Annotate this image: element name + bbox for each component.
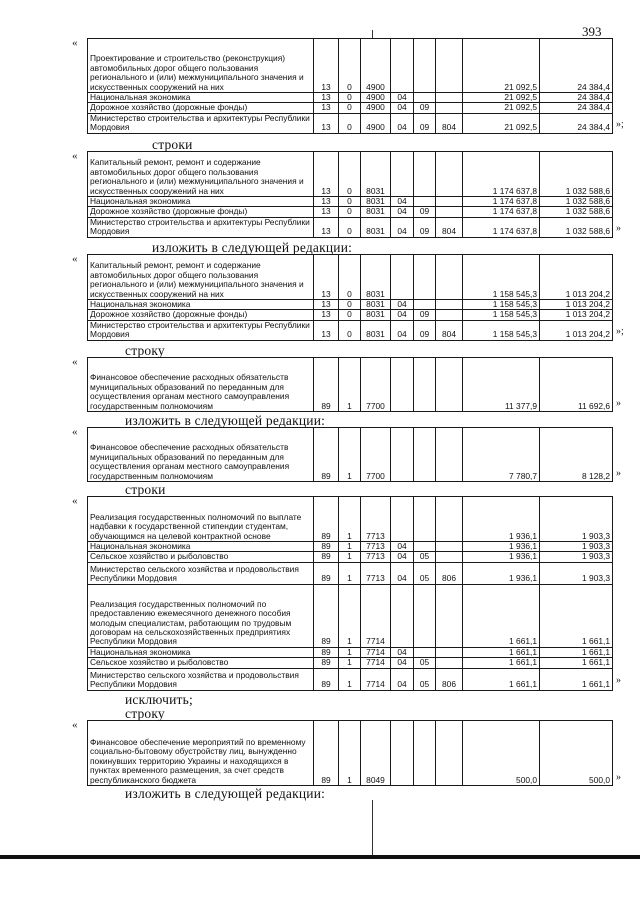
table-row [88, 113, 613, 133]
row-value-cell: 7714 [361, 668, 391, 690]
row-value-cell: 8031 [361, 320, 391, 340]
close-quote-mark: » [616, 468, 621, 479]
row-value-cell: 7 780,7 [463, 428, 540, 482]
row-value-cell: 11 377,9 [463, 358, 540, 412]
row-value-cell: 13 [314, 255, 339, 300]
fold-mark [372, 800, 373, 855]
row-value-cell: 806 [436, 668, 463, 690]
table-row [88, 552, 613, 562]
row-name-cell: Дорожное хозяйство (дорожные фонды) [88, 103, 314, 113]
row-value-cell: 89 [314, 658, 339, 668]
row-value-cell: 04 [391, 300, 414, 310]
row-value-cell: 24 384,4 [540, 113, 613, 133]
row-value-cell [436, 658, 463, 668]
row-value-cell: 8031 [361, 255, 391, 300]
row-name-cell: Финансовое обеспечение расходных обязательств муниципальных образований по переданным для осуществления органам местного самоуправления государственным полномочиям [88, 358, 314, 412]
row-value-cell: 1 174 637,8 [463, 207, 540, 217]
row-value-cell [414, 152, 436, 197]
row-value-cell: 1 158 545,3 [463, 310, 540, 320]
row-value-cell: 21 092,5 [463, 93, 540, 103]
row-value-cell: 1 936,1 [463, 497, 540, 542]
row-value-cell [436, 39, 463, 93]
open-quote-mark: « [72, 495, 78, 507]
row-value-cell [391, 358, 414, 412]
row-value-cell [436, 207, 463, 217]
row-value-cell: 05 [414, 552, 436, 562]
row-value-cell [391, 428, 414, 482]
row-value-cell: 8049 [361, 721, 391, 786]
row-value-cell: 0 [339, 103, 361, 113]
row-value-cell: 1 013 204,2 [540, 320, 613, 340]
row-value-cell: 1 [339, 497, 361, 542]
row-value-cell: 1 936,1 [463, 562, 540, 584]
row-value-cell: 1 936,1 [463, 552, 540, 562]
amendment-phrase: изложить в следующей редакции: [152, 240, 353, 255]
budget-table [87, 720, 613, 786]
row-name-cell: Национальная экономика [88, 300, 314, 310]
row-value-cell: 04 [391, 207, 414, 217]
row-value-cell: 1 [339, 358, 361, 412]
row-value-cell: 8031 [361, 197, 391, 207]
close-quote-mark: » [616, 772, 621, 783]
row-value-cell: 1 [339, 721, 361, 786]
row-value-cell: 13 [314, 217, 339, 237]
table-row [88, 197, 613, 207]
row-value-cell: 500,0 [463, 721, 540, 786]
open-quote-mark: « [72, 37, 78, 49]
row-name-cell: Министерство строительства и архитектуры Республики Мордовия [88, 113, 314, 133]
row-name-cell: Национальная экономика [88, 197, 314, 207]
row-value-cell: 11 692,6 [540, 358, 613, 412]
row-value-cell [414, 428, 436, 482]
row-name-cell: Дорожное хозяйство (дорожные фонды) [88, 207, 314, 217]
row-value-cell: 0 [339, 255, 361, 300]
row-value-cell: 0 [339, 113, 361, 133]
row-value-cell [436, 428, 463, 482]
row-value-cell: 8 128,2 [540, 428, 613, 482]
row-value-cell [414, 358, 436, 412]
row-value-cell: 1 032 588,6 [540, 152, 613, 197]
row-value-cell: 89 [314, 647, 339, 657]
row-value-cell: 04 [391, 658, 414, 668]
page-number: 393 [582, 24, 602, 39]
row-value-cell [436, 300, 463, 310]
row-value-cell: 1 [339, 542, 361, 552]
row-name-cell: Проектирование и строительство (реконструкция) автомобильных дорог общего пользования регионального и (или) межмуниципального значения и искусственных сооружений на них [88, 39, 314, 93]
row-name-cell: Национальная экономика [88, 93, 314, 103]
row-value-cell: 1 013 204,2 [540, 310, 613, 320]
table-row [88, 207, 613, 217]
row-value-cell [436, 197, 463, 207]
row-value-cell: 1 013 204,2 [540, 300, 613, 310]
row-value-cell: 1 158 545,3 [463, 320, 540, 340]
fold-mark [372, 30, 373, 38]
row-value-cell: 04 [391, 93, 414, 103]
row-value-cell: 804 [436, 320, 463, 340]
row-value-cell [436, 358, 463, 412]
budget-table [87, 151, 613, 238]
row-value-cell: 1 903,3 [540, 542, 613, 552]
row-value-cell [414, 39, 436, 93]
row-value-cell [414, 721, 436, 786]
row-value-cell: 89 [314, 562, 339, 584]
row-value-cell: 1 174 637,8 [463, 197, 540, 207]
row-name-cell: Национальная экономика [88, 647, 314, 657]
budget-table [87, 357, 613, 412]
row-name-cell: Реализация государственных полномочий по предоставлению ежемесячного денежного пособия молодым специалистам, работающим по трудовым договорам на сельскохозяйственных предприятиях Республики Мордовия [88, 584, 314, 647]
row-name-cell: Финансовое обеспечение расходных обязательств муниципальных образований по переданным для осуществления органам местного самоуправления государственным полномочиям [88, 428, 314, 482]
row-value-cell: 04 [391, 197, 414, 207]
row-value-cell: 13 [314, 310, 339, 320]
row-value-cell: 804 [436, 217, 463, 237]
row-value-cell: 09 [414, 113, 436, 133]
row-name-cell: Капитальный ремонт, ремонт и содержание автомобильных дорог общего пользования регионального и (или) межмуниципального значения и искусственных сооружений на них [88, 152, 314, 197]
row-value-cell: 1 661,1 [540, 647, 613, 657]
row-value-cell: 8031 [361, 152, 391, 197]
table-row [88, 647, 613, 657]
row-value-cell: 89 [314, 542, 339, 552]
row-value-cell: 89 [314, 668, 339, 690]
row-value-cell: 1 661,1 [463, 668, 540, 690]
row-value-cell [391, 255, 414, 300]
budget-table [87, 496, 613, 691]
row-value-cell: 21 092,5 [463, 103, 540, 113]
row-value-cell: 8031 [361, 207, 391, 217]
row-value-cell [436, 721, 463, 786]
row-value-cell: 1 [339, 584, 361, 647]
row-value-cell: 804 [436, 113, 463, 133]
row-value-cell [436, 584, 463, 647]
row-value-cell: 13 [314, 197, 339, 207]
row-value-cell: 0 [339, 300, 361, 310]
row-name-cell: Национальная экономика [88, 542, 314, 552]
row-value-cell: 1 032 588,6 [540, 217, 613, 237]
row-name-cell: Финансовое обеспечение мероприятий по временному социально-бытовому обустройству лиц, вынужденно покинувших территорию Украины и находящихся в пунктах временного размещения, за счет средств республиканского бюджета [88, 721, 314, 786]
open-quote-mark: « [72, 426, 78, 438]
row-value-cell: 89 [314, 721, 339, 786]
row-name-cell: Сельское хозяйство и рыболовство [88, 658, 314, 668]
row-value-cell: 13 [314, 113, 339, 133]
amendment-phrase: изложить в следующей редакции: [125, 413, 326, 428]
row-name-cell: Капитальный ремонт, ремонт и содержание автомобильных дорог общего пользования регионального и (или) межмуниципального значения и искусственных сооружений на них [88, 255, 314, 300]
row-value-cell: 04 [391, 542, 414, 552]
table-row [88, 255, 613, 300]
row-value-cell: 89 [314, 497, 339, 542]
row-name-cell: Дорожное хозяйство (дорожные фонды) [88, 310, 314, 320]
row-value-cell [436, 103, 463, 113]
row-value-cell: 05 [414, 668, 436, 690]
row-value-cell: 89 [314, 428, 339, 482]
table-row [88, 542, 613, 552]
row-value-cell: 04 [391, 647, 414, 657]
row-value-cell [414, 197, 436, 207]
page-bottom-rule [0, 855, 640, 859]
row-value-cell: 1 936,1 [463, 542, 540, 552]
row-value-cell: 1 661,1 [463, 647, 540, 657]
table-row [88, 668, 613, 690]
row-value-cell [436, 152, 463, 197]
row-value-cell [414, 300, 436, 310]
row-value-cell: 04 [391, 320, 414, 340]
row-value-cell: 0 [339, 152, 361, 197]
close-quote-mark: » [616, 223, 621, 234]
open-quote-mark: « [72, 150, 78, 162]
row-value-cell: 1 174 637,8 [463, 152, 540, 197]
close-quote-mark: »; [616, 326, 624, 337]
row-value-cell: 1 032 588,6 [540, 197, 613, 207]
row-name-cell: Министерство сельского хозяйства и продовольствия Республики Мордовия [88, 562, 314, 584]
close-quote-mark: »; [616, 119, 624, 130]
table-row [88, 39, 613, 93]
row-value-cell: 7700 [361, 358, 391, 412]
row-value-cell: 04 [391, 113, 414, 133]
row-value-cell: 1 [339, 647, 361, 657]
row-value-cell: 89 [314, 584, 339, 647]
close-quote-mark: » [616, 398, 621, 409]
row-value-cell: 0 [339, 197, 361, 207]
row-name-cell: Реализация государственных полномочий по выплате надбавки к государственной стипендии студентам, обучающимся на целевой контрактной основе [88, 497, 314, 542]
row-value-cell: 7713 [361, 542, 391, 552]
table-row [88, 300, 613, 310]
row-value-cell: 1 158 545,3 [463, 300, 540, 310]
table-row [88, 497, 613, 542]
row-value-cell [436, 542, 463, 552]
row-value-cell: 13 [314, 93, 339, 103]
row-value-cell: 21 092,5 [463, 39, 540, 93]
row-value-cell: 806 [436, 562, 463, 584]
row-value-cell: 0 [339, 320, 361, 340]
row-value-cell: 1 661,1 [463, 658, 540, 668]
amendment-phrase: изложить в следующей редакции: [125, 786, 326, 801]
row-value-cell [436, 255, 463, 300]
row-value-cell [436, 647, 463, 657]
table-row [88, 562, 613, 584]
row-value-cell: 4900 [361, 93, 391, 103]
close-quote-mark: » [616, 675, 621, 686]
row-value-cell [414, 584, 436, 647]
budget-table [87, 38, 613, 134]
row-value-cell: 1 903,3 [540, 497, 613, 542]
row-value-cell [391, 584, 414, 647]
row-value-cell: 24 384,4 [540, 93, 613, 103]
table-row [88, 103, 613, 113]
row-value-cell: 05 [414, 562, 436, 584]
table-row [88, 658, 613, 668]
row-value-cell [414, 647, 436, 657]
row-value-cell: 1 032 588,6 [540, 207, 613, 217]
amendment-phrase: строки [125, 482, 166, 497]
open-quote-mark: « [72, 253, 78, 265]
row-value-cell: 7713 [361, 497, 391, 542]
row-value-cell [391, 39, 414, 93]
row-value-cell: 1 903,3 [540, 552, 613, 562]
row-value-cell: 7714 [361, 658, 391, 668]
row-value-cell [391, 721, 414, 786]
row-name-cell: Министерство сельского хозяйства и продовольствия Республики Мордовия [88, 668, 314, 690]
row-value-cell: 13 [314, 320, 339, 340]
table-row [88, 217, 613, 237]
row-value-cell: 09 [414, 207, 436, 217]
row-value-cell: 24 384,4 [540, 103, 613, 113]
row-value-cell: 8031 [361, 217, 391, 237]
row-value-cell: 1 661,1 [463, 584, 540, 647]
row-value-cell: 04 [391, 103, 414, 113]
row-value-cell [414, 255, 436, 300]
budget-table [87, 254, 613, 341]
row-value-cell: 24 384,4 [540, 39, 613, 93]
row-value-cell: 13 [314, 103, 339, 113]
row-value-cell: 0 [339, 207, 361, 217]
row-value-cell: 13 [314, 300, 339, 310]
row-value-cell: 21 092,5 [463, 113, 540, 133]
open-quote-mark: « [72, 719, 78, 731]
amendment-phrase: строку [125, 706, 165, 721]
table-row [88, 152, 613, 197]
row-value-cell: 89 [314, 552, 339, 562]
row-value-cell: 13 [314, 39, 339, 93]
row-value-cell: 09 [414, 310, 436, 320]
row-value-cell: 1 661,1 [540, 668, 613, 690]
row-value-cell: 4900 [361, 113, 391, 133]
row-value-cell [391, 152, 414, 197]
row-value-cell: 13 [314, 152, 339, 197]
row-value-cell [436, 552, 463, 562]
amendment-phrase: исключить; [125, 692, 193, 707]
row-value-cell: 09 [414, 103, 436, 113]
row-value-cell [414, 93, 436, 103]
row-value-cell: 7700 [361, 428, 391, 482]
row-value-cell: 500,0 [540, 721, 613, 786]
budget-table [87, 427, 613, 482]
table-row [88, 358, 613, 412]
row-value-cell: 04 [391, 668, 414, 690]
row-value-cell: 1 174 637,8 [463, 217, 540, 237]
row-value-cell: 1 [339, 658, 361, 668]
row-name-cell: Министерство строительства и архитектуры Республики Мордовия [88, 217, 314, 237]
row-value-cell [391, 497, 414, 542]
table-row [88, 428, 613, 482]
row-value-cell [436, 497, 463, 542]
row-value-cell: 04 [391, 217, 414, 237]
row-value-cell [436, 93, 463, 103]
row-value-cell: 7713 [361, 562, 391, 584]
amendment-phrase: строки [152, 137, 193, 152]
table-row [88, 320, 613, 340]
row-value-cell: 04 [391, 310, 414, 320]
row-value-cell: 1 013 204,2 [540, 255, 613, 300]
row-value-cell: 1 661,1 [540, 658, 613, 668]
row-value-cell: 7713 [361, 552, 391, 562]
row-value-cell: 8031 [361, 300, 391, 310]
table-row [88, 310, 613, 320]
row-value-cell: 1 158 545,3 [463, 255, 540, 300]
row-value-cell [414, 497, 436, 542]
row-value-cell: 4900 [361, 39, 391, 93]
row-value-cell: 09 [414, 320, 436, 340]
row-value-cell: 7714 [361, 647, 391, 657]
table-row [88, 93, 613, 103]
row-value-cell: 1 661,1 [540, 584, 613, 647]
table-row [88, 721, 613, 786]
row-value-cell: 1 [339, 668, 361, 690]
row-value-cell: 4900 [361, 103, 391, 113]
row-value-cell: 05 [414, 658, 436, 668]
row-value-cell: 04 [391, 552, 414, 562]
row-value-cell: 09 [414, 217, 436, 237]
row-value-cell: 7714 [361, 584, 391, 647]
row-value-cell: 1 [339, 562, 361, 584]
table-row [88, 584, 613, 647]
row-name-cell: Министерство строительства и архитектуры Республики Мордовия [88, 320, 314, 340]
row-value-cell: 0 [339, 217, 361, 237]
amendment-phrase: строку [125, 343, 165, 358]
row-value-cell: 0 [339, 93, 361, 103]
row-value-cell: 8031 [361, 310, 391, 320]
row-name-cell: Сельское хозяйство и рыболовство [88, 552, 314, 562]
row-value-cell: 1 [339, 552, 361, 562]
row-value-cell: 04 [391, 562, 414, 584]
row-value-cell [436, 310, 463, 320]
row-value-cell: 0 [339, 39, 361, 93]
row-value-cell: 89 [314, 358, 339, 412]
row-value-cell: 0 [339, 310, 361, 320]
open-quote-mark: « [72, 356, 78, 368]
row-value-cell: 13 [314, 207, 339, 217]
row-value-cell [414, 542, 436, 552]
row-value-cell: 1 903,3 [540, 562, 613, 584]
row-value-cell: 1 [339, 428, 361, 482]
